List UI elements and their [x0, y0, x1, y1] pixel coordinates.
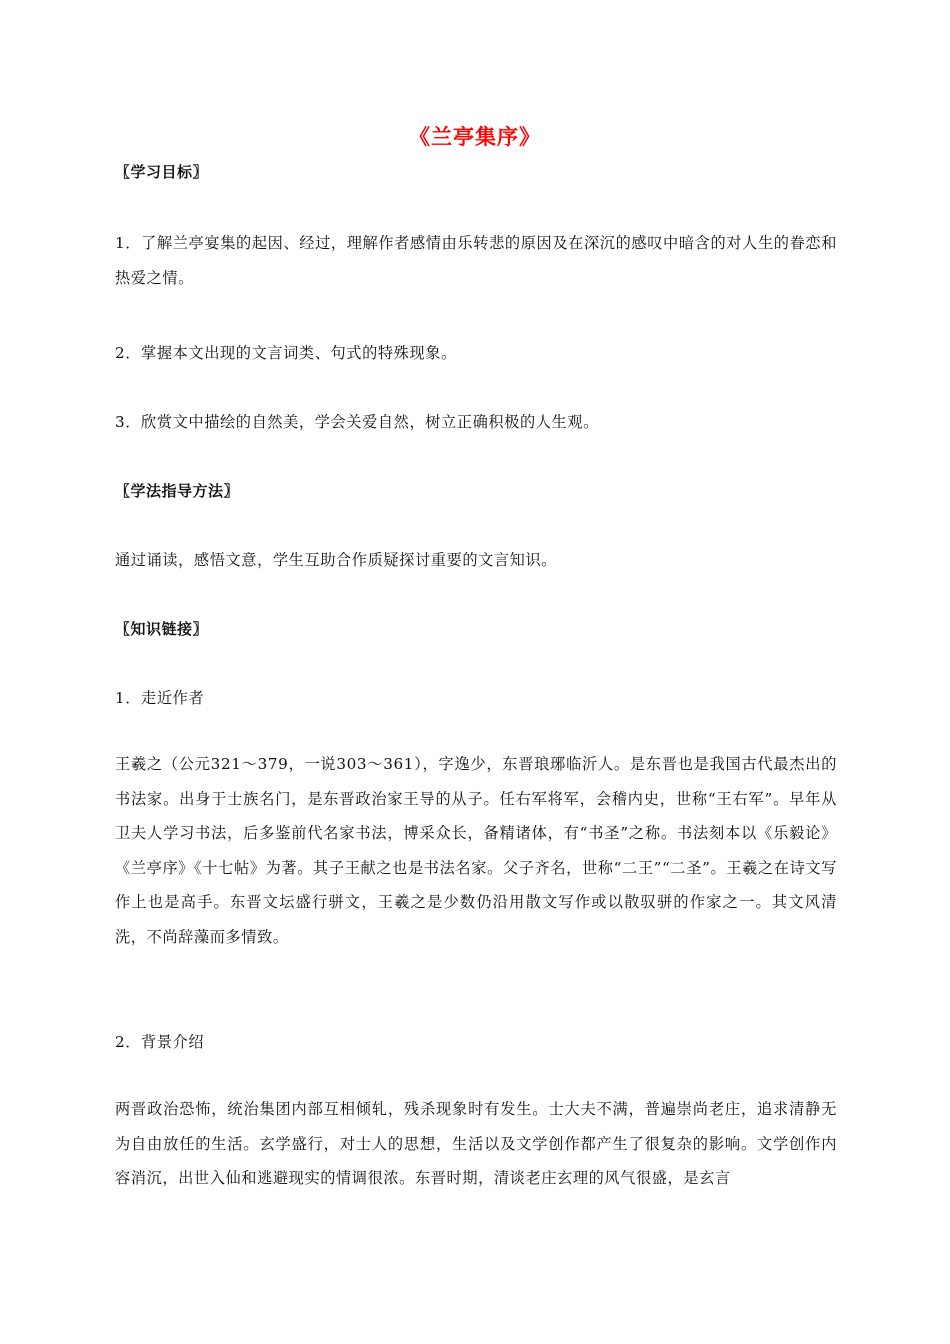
- subsection-label-author: 1．走近作者: [115, 689, 205, 707]
- document-title: 《兰亭集序》: [409, 124, 541, 149]
- heading-study-method: 〖学法指导方法〗: [115, 482, 240, 500]
- author-paragraph: 王羲之（公元321～379，一说303～361），字逸少，东晋琅琊临沂人。是东晋也是我国古代最杰出的书法家。出身于士族名门，是东晋政治家王导的从子。任右军将军，会稽内史，世称“王右军”。早年从卫夫人学习书法，后多鉴前代名家书法，博采众长，备精诸体，有“书圣”之称。书法刻本以《乐毅论》《兰亭序》《十七帖》为著。其子王献之也是书法名家。父子齐名，世称“二王”“二圣”。王羲之在诗文写作上也是高手。东晋文坛盛行骈文，王羲之是少数仍沿用散文写作或以散驭骈的作家之一。其文风清洗，不尚辞藻而多情致。: [115, 755, 837, 946]
- background-paragraph: 两晋政治恐怖，统治集团内部互相倾轧，残杀现象时有发生。士大夫不满，普遍崇尚老庄，追求清静无为自由放任的生活。玄学盛行，对士人的思想，生活以及文学创作都产生了很复杂的影响。文学创作内容消沉，出世入仙和逃避现实的情调很浓。东晋时期，清谈老庄玄理的风气很盛，是玄言: [115, 1100, 837, 1187]
- heading-knowledge-link: 〖知识链接〗: [115, 620, 209, 638]
- goal-item-2: 2．掌握本文出现的文言词类、句式的特殊现象。: [115, 344, 457, 362]
- study-method-text: 通过诵读，感悟文意，学生互助合作质疑探讨重要的文言知识。: [115, 551, 558, 569]
- goal-item-1: 1．了解兰亭宴集的起因、经过，理解作者感情由乐转悲的原因及在深沉的感叹中暗含的对人生的眷恋和热爱之情。: [115, 234, 837, 287]
- heading-learning-goals: 〖学习目标〗: [115, 163, 209, 181]
- subsection-label-background: 2．背景介绍: [115, 1033, 205, 1051]
- goal-item-3: 3．欣赏文中描绘的自然美，学会关爱自然，树立正确积极的人生观。: [115, 413, 599, 431]
